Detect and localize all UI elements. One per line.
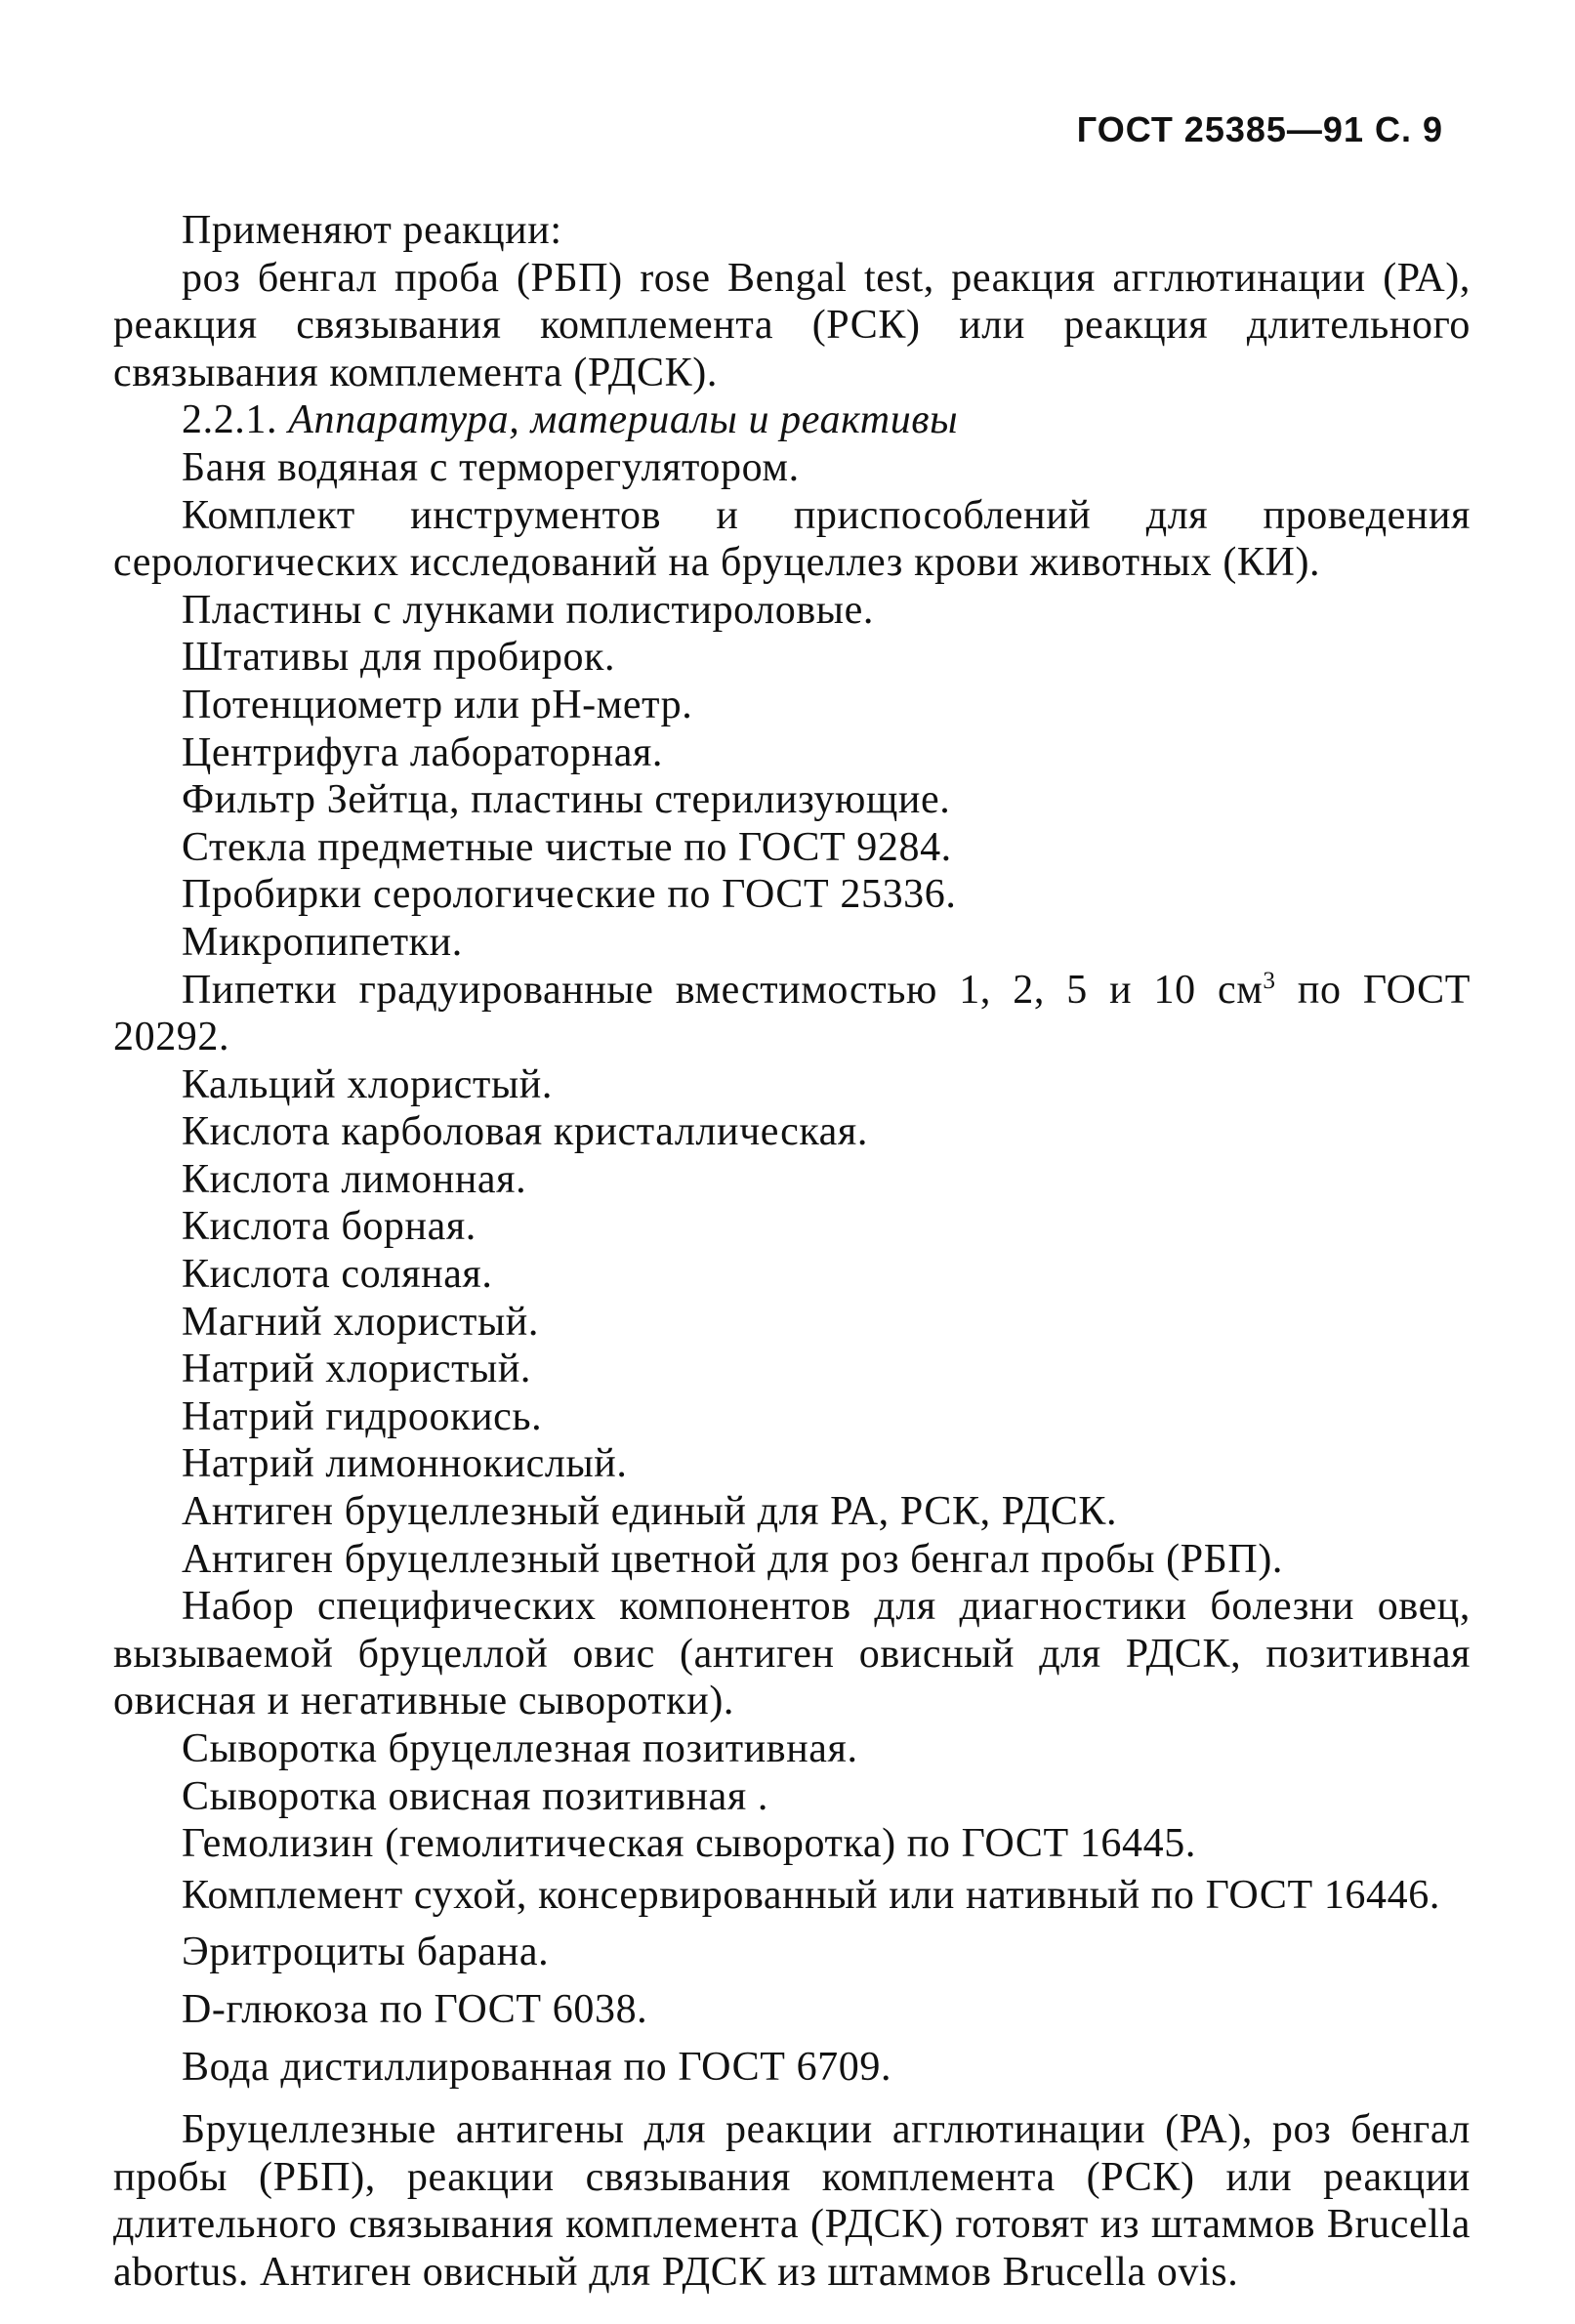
list-item: Стекла предметные чистые по ГОСТ 9284. xyxy=(182,824,952,870)
list-item xyxy=(113,967,1471,1061)
list-item: Гемолизин (гемолитическая сыворотка) по ГОСТ 16445. xyxy=(182,1821,1196,1867)
list-item: Кальций хлористый. xyxy=(182,1061,553,1107)
list-item: Комплект инструментов и приспособлений для проведения серологических исследований на бруцеллез крови животных (КИ). xyxy=(113,492,1471,586)
list-item: Кислота соляная. xyxy=(182,1252,493,1298)
list-item: D-глюкоза по ГОСТ 6038. xyxy=(182,1986,648,2032)
pipette-text: Пипетки градуированные вместимостью 1, 2, 5 и 10 см xyxy=(182,967,1264,1013)
list-item: Сыворотка овисная позитивная . xyxy=(182,1773,769,1819)
list-item: Вода дистиллированная по ГОСТ 6709. xyxy=(182,2044,892,2090)
list-item: Эритроциты барана. xyxy=(182,1930,550,1975)
section-title: Аппаратура, материалы и реактивы xyxy=(288,397,959,443)
list-item: Кислота карболовая кристаллическая. xyxy=(182,1109,868,1155)
section-number: 2.2.1. xyxy=(182,397,278,443)
list-item: Пластины с лунками полистироловые. xyxy=(182,587,874,633)
paragraph: Применяют реакции: xyxy=(182,208,562,253)
list-item: Сыворотка бруцеллезная позитивная. xyxy=(182,1726,858,1771)
section-heading xyxy=(113,396,1471,444)
list-item: Натрий гидроокись. xyxy=(182,1393,543,1439)
list-item: Центрифуга лабораторная. xyxy=(182,729,663,775)
list-item: Натрий лимоннокислый. xyxy=(182,1441,628,1487)
list-item: Набор специфических компонентов для диагностики болезни овец, вызываемой бруцеллой овис (антиген овисный для РДСК, позитивная овисная и негативные сыворотки). xyxy=(113,1584,1471,1724)
list-item: Кислота лимонная. xyxy=(182,1156,527,1202)
document-body xyxy=(113,207,1471,2297)
list-item: Фильтр Зейтца, пластины стерилизующие. xyxy=(182,777,951,823)
unit-superscript: 3 xyxy=(1263,967,1276,994)
list-item: Кислота борная. xyxy=(182,1204,477,1250)
list-item: Антиген бруцеллезный цветной для роз бенгал пробы (РБП). xyxy=(182,1536,1284,1582)
list-item: Натрий хлористый. xyxy=(182,1347,532,1392)
list-item: Антиген бруцеллезный единый для РА, РСК, РДСК. xyxy=(182,1489,1118,1535)
list-item: Микропипетки. xyxy=(182,919,463,965)
page-header: ГОСТ 25385—91 С. 9 xyxy=(1076,109,1443,149)
paragraph: роз бенгал проба (РБП) rose Bengal test, реакция агглютинации (РА), реакция связывания комплемента (РСК) или реакция длительного связывания комплемента (РДСК). xyxy=(113,255,1471,395)
list-item: Пробирки серологические по ГОСТ 25336. xyxy=(182,872,957,918)
list-item: Комплемент сухой, консервированный или нативный по ГОСТ 16446. xyxy=(182,1872,1440,1918)
list-item: Штативы для пробирок. xyxy=(182,635,616,681)
list-item: Потенциометр или pH-метр. xyxy=(182,682,693,727)
pipette-text-end: по ГОСТ 20292. xyxy=(113,967,1471,1060)
list-item: Магний хлористый. xyxy=(182,1299,539,1345)
list-item: Баня водяная с терморегулятором. xyxy=(182,444,800,490)
paragraph: Бруцеллезные антигены для реакции агглютинации (РА), роз бенгал пробы (РБП), реакции связывания комплемента (РСК) или реакции длительного связывания комплемента (РДСК) готовят из штаммов Brucella abortus. Антиген овисный для РДСК из штаммов Brucella ovis. xyxy=(113,2107,1471,2295)
